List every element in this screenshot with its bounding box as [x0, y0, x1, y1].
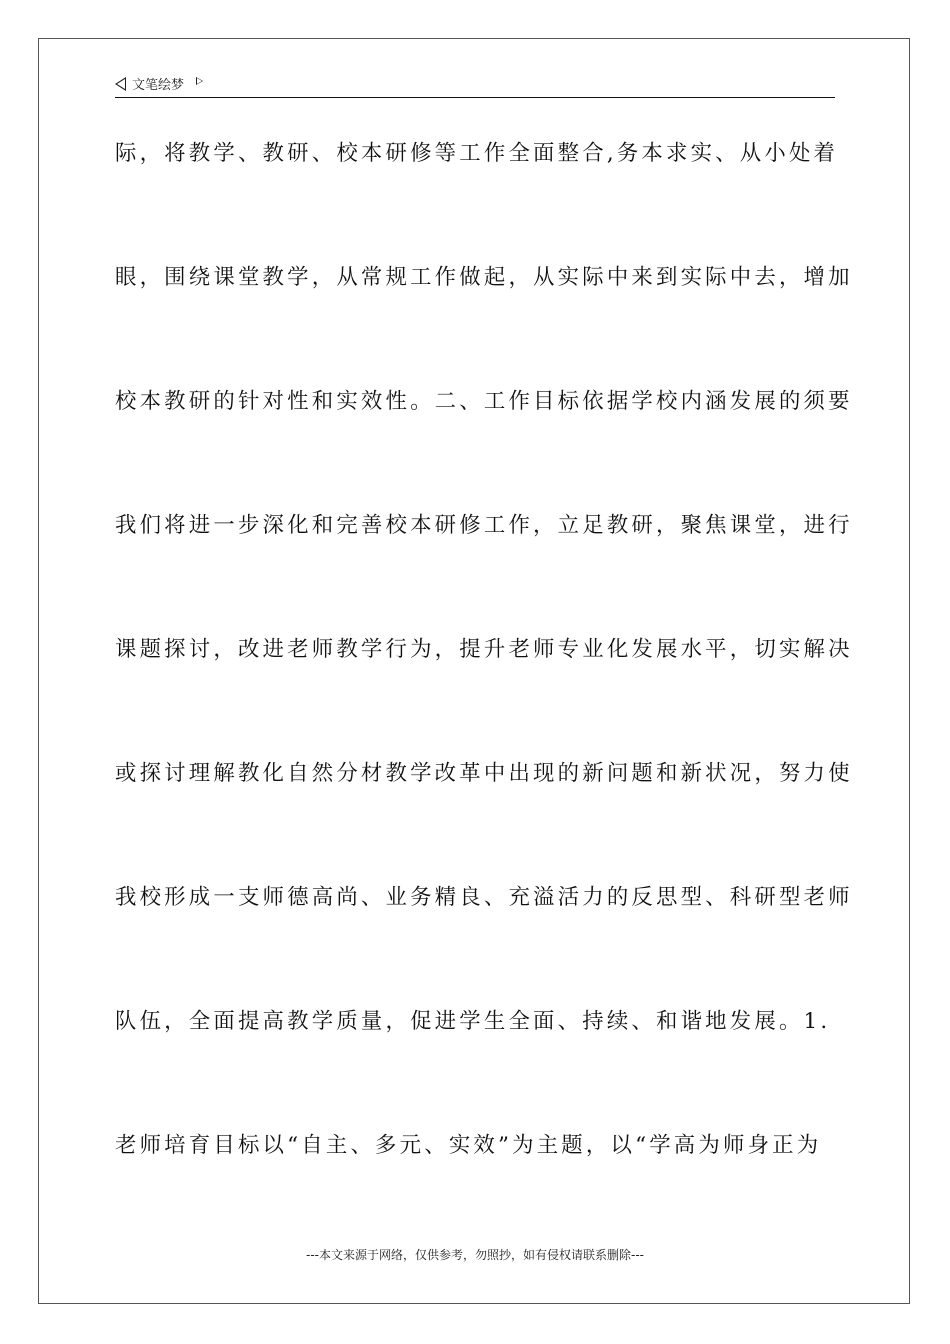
- document-body: [115, 130, 853, 1246]
- body-line: 校本教研的针对性和实效性。二、工作目标依据学校内涵发展的须要: [115, 389, 853, 414]
- triangle-left-icon: [115, 77, 126, 91]
- header-title: 文笔绘梦: [132, 78, 185, 93]
- body-line: 课题探讨，改进老师教学行为，提升老师专业化发展水平，切实解决: [115, 637, 853, 662]
- body-line: 队伍，全面提高教学质量，促进学生全面、持续、和谐地发展。1.: [115, 1009, 831, 1034]
- header-rule: [115, 97, 835, 98]
- header-title-group: [115, 74, 203, 93]
- body-line: 我们将进一步深化和完善校本研修工作，立足教研，聚焦课堂，进行: [115, 513, 853, 538]
- body-line: 际，将教学、教研、校本研修等工作全面整合,务本求实、从小处着: [115, 141, 839, 166]
- body-line: 我校形成一支师德高尚、业务精良、充溢活力的反思型、科研型老师: [115, 885, 853, 910]
- body-line: 眼，围绕课堂教学，从常规工作做起，从实际中来到实际中去，增加: [115, 265, 853, 290]
- body-line: 或探讨理解教化自然分材教学改革中出现的新问题和新状况，努力使: [115, 761, 853, 786]
- body-line: 老师培育目标以“自主、多元、实效”为主题，以“学高为师身正为: [115, 1133, 822, 1158]
- footer-disclaimer: ---本文来源于网络，仅供参考，勿照抄，如有侵权请联系删除---: [306, 1248, 644, 1262]
- page-header: [115, 72, 835, 98]
- triangle-right-icon: [196, 77, 203, 85]
